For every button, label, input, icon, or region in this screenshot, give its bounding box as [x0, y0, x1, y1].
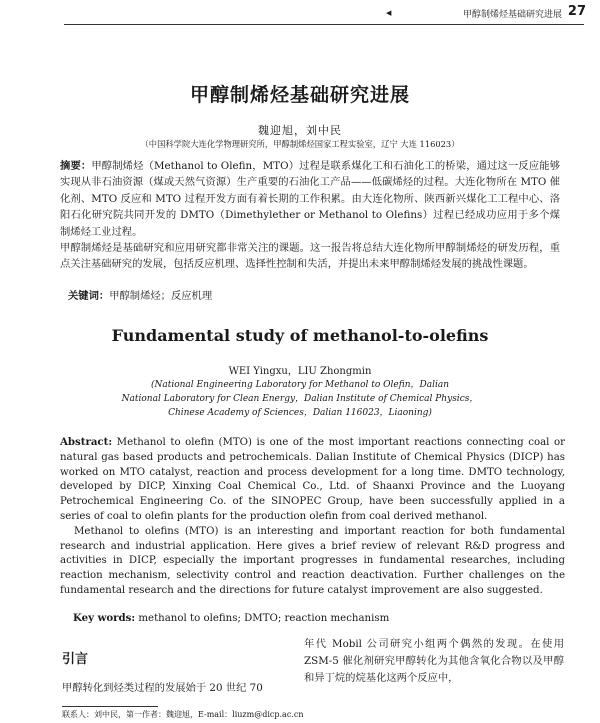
english-keywords-text: methanol to olefins; DMTO; reaction mechanism: [135, 613, 390, 624]
introduction-right-column: 年代 Mobil 公司研究小组两个偶然的发现。在使用 ZSM-5 催化剂研究甲醇转化为其他含氧化合物以及甲醇和异丁烷的烷基化这两个反应中，: [304, 638, 564, 684]
introduction-heading: 引言: [62, 652, 89, 667]
english-abstract-para-1: [60, 435, 565, 525]
english-affiliation-line: Chinese Academy of Sciences，Dalian 116023，Liaoning): [168, 408, 432, 418]
chinese-affiliation: （中国科学院大连化学物理研究所，甲醇制烯烃国家工程实验室，辽宁 大连 116023）: [140, 139, 460, 149]
english-affiliation-line: National Laboratory for Clean Energy，Dalian Institute of Chemical Physics，: [121, 394, 479, 404]
footnote: 联系人：刘中民，第一作者：魏迎旭，E-mail：liuzm@dicp.ac.cn: [62, 710, 304, 719]
chinese-keywords: [68, 287, 212, 302]
chinese-keywords-text: 甲醇制烯烃；反应机理: [109, 290, 213, 302]
english-affiliation: [0, 378, 600, 420]
chinese-abstract-para-2: 甲醇制烯烃是基础研究和应用研究都非常关注的课题。这一报告将总结大连化物所甲醇制烯烃的研发历程，重点关注基础研究的发展，包括反应机理、选择性控制和失活，并提出未来甲醇制烯烃发展的挑战性课题。: [60, 242, 560, 271]
chinese-abstract-label: 摘要：: [60, 160, 92, 172]
english-keywords: [73, 612, 389, 624]
chinese-keywords-label: 关键词：: [68, 290, 110, 302]
introduction-left-column: 甲醇转化到烃类过程的发展始于 20 世纪 70: [62, 682, 263, 694]
english-affiliation-line: (National Engineering Laboratory for Methanol to Olefin，Dalian: [150, 380, 450, 390]
running-header: [0, 0, 600, 26]
chinese-authors: 魏迎旭，刘中民: [258, 124, 342, 137]
chinese-abstract-para-1: [60, 158, 560, 240]
header-mark-icon: ◀: [386, 9, 392, 17]
english-title: Fundamental study of methanol-to-olefins: [111, 326, 489, 345]
english-abstract-para-2: Methanol to olefins (MTO) is an interesting and important reaction for both fundamental research and industrial application. Here gives a brief review of relevant R&D progress and activities in DICP, especially the important progresses in fundamental researches, including reaction mechanism, selectivity control and reaction deactivation. Further challenges on the fundamental research and the directions for future catalyst improvement are also suggested.: [60, 525, 565, 596]
page-number: 27: [567, 4, 586, 19]
footnote-rule: [62, 706, 158, 707]
header-rule: [64, 24, 584, 25]
english-authors: WEI Yingxu，LIU Zhongmin: [228, 366, 372, 377]
english-abstract-label: Abstract:: [60, 436, 113, 448]
chinese-abstract-text-1: 甲醇制烯烃（Methanol to Olefin，MTO）过程是联系煤化工和石油化工的桥梁，通过这一反应能够实现从非石油资源（煤或天然气资源）生产重要的石油化工产品——低碳烯烃的过程。大连化物所在 MTO 催化剂、MTO 反应和 MTO 过程开发方面有着长期的工作积累。由大连化物所、陕西新兴煤化工工程中心、洛阳石化研究院共同开发的 DMTO（Dimethylether or Methanol to Olefins）过程已经成功应用于多个煤制烯烃工业过程。: [60, 160, 561, 238]
english-abstract-text-1: Methanol to olefin (MTO) is one of the most important reactions connecting coal or natural gas based products and petrochemicals. Dalian Institute of Chemical Physics (DICP) has worked on MTO catalyst, reaction and process development for a long time. DMTO technology, developed by DICP, Xinxing Coal Chemical Co., Ltd. of Shaanxi Province and the Luoyang Petrochemical Engineering Co. of the SINOPEC Group, have been successfully applied in a series of coal to olefin plants for the production olefin from coal derived methanol.: [60, 437, 565, 522]
english-abstract: [60, 435, 565, 599]
english-keywords-label: Key words:: [73, 612, 136, 624]
running-header-title: 甲醇制烯烃基础研究进展: [462, 10, 562, 20]
chinese-title: 甲醇制烯烃基础研究进展: [189, 84, 410, 106]
chinese-abstract: [60, 158, 560, 273]
